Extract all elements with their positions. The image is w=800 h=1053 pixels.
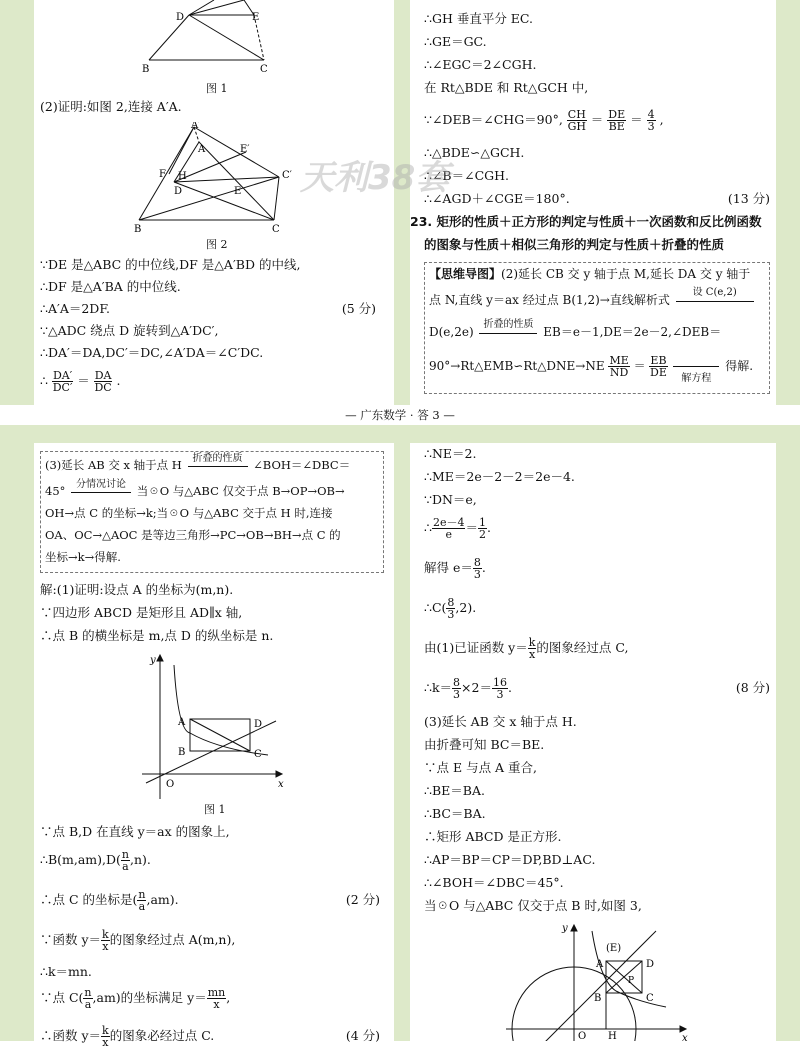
solution-text: ∴C(	[424, 600, 447, 615]
denominator: 3	[447, 608, 455, 621]
fraction	[52, 370, 73, 393]
denominator: x	[213, 998, 220, 1011]
numerator: EB	[650, 354, 667, 367]
numerator: n	[138, 888, 146, 901]
figure-caption: 图 1	[204, 803, 226, 816]
numerator: n	[84, 986, 92, 999]
denominator: 3	[453, 688, 461, 701]
numerator: CH	[567, 108, 586, 121]
numerator: k	[102, 1024, 109, 1037]
fig2-label-C: C	[272, 224, 280, 232]
solution-line: ∵点 E 与点 A 重合,	[424, 760, 538, 775]
solution-line-fraction	[424, 671, 770, 705]
fig2-label-Cprime: C′	[282, 170, 292, 181]
numerator: 4	[647, 108, 655, 121]
fraction	[473, 557, 482, 580]
mind-map-line	[45, 453, 351, 476]
fraction	[101, 929, 110, 952]
mind-map-text: 点 N,直线 y＝ax 经过点 B(1,2)	[429, 293, 600, 307]
numerator: 8	[447, 596, 455, 609]
fraction	[452, 677, 461, 700]
score-points: (13 分)	[727, 191, 770, 206]
solution-line-fraction	[424, 631, 629, 665]
mind-map-text: ＝	[633, 359, 646, 373]
solution-text: ,	[226, 990, 231, 1005]
arrow-label: 分情况讨论	[76, 479, 127, 490]
numerator: mn	[207, 986, 226, 999]
solution-line-fraction	[40, 883, 380, 917]
proof-line: ∴GE＝GC.	[424, 34, 487, 49]
solution-text: .	[486, 520, 491, 535]
fig3-label-C: C	[646, 993, 654, 1004]
denominator: DE	[650, 366, 667, 379]
mind-map-line: OH→点 C 的坐标→k;当☉O 与△ABC 交于点 H 时,连接	[45, 506, 333, 520]
denominator: x	[528, 648, 536, 661]
solution-line: ∵DN＝e,	[424, 492, 477, 507]
solution-text: ∴函数 y＝	[40, 1028, 102, 1043]
fig2-label-F: F	[159, 169, 166, 180]
numerator: k	[528, 636, 536, 649]
proof-line: ∴DF 是△A′BA 的中位线.	[40, 279, 181, 294]
bottom-left-panel	[34, 443, 394, 1049]
solution-line: 当☉O 与△ABC 仅交于点 B 时,如图 3,	[424, 898, 642, 913]
fig3-label-x: x	[682, 1033, 688, 1041]
denominator: DC′	[52, 381, 73, 394]
arrow-label: 设 C(e,2)	[692, 287, 737, 298]
proof-text: .	[116, 373, 121, 388]
coord-label-D: D	[254, 719, 263, 730]
denominator: 3	[473, 568, 481, 581]
fraction	[649, 355, 667, 378]
fig3-label-AE: (E)	[606, 943, 622, 954]
proof-text: ,	[659, 112, 664, 127]
arrow-line	[673, 366, 719, 367]
solution-text: 的图象经过点 C,	[536, 640, 629, 655]
coord-label-C: C	[254, 749, 262, 760]
proof-line: ∴DA′＝DA,DC′＝DC,∠A′DA＝∠C′DC.	[40, 345, 264, 360]
proof-line: ∵△ADC 绕点 D 旋转到△A′DC′,	[40, 323, 219, 338]
arrow-with-label	[671, 349, 721, 385]
mind-map-line: 坐标→k→得解.	[45, 550, 121, 564]
arrow-label: 折叠的性质	[483, 319, 534, 330]
solution-text: ∵函数 y＝	[40, 932, 102, 947]
score-points: (2 分)	[345, 892, 380, 907]
numerator: DE	[608, 108, 626, 121]
proof-line: ∴∠EGC＝2∠CGH.	[424, 57, 537, 72]
solution-text: 解得 e＝	[424, 560, 473, 575]
top-left-panel	[34, 0, 394, 405]
arrow-label: 折叠的性质	[192, 453, 243, 464]
solution-line: ∴NE＝2.	[424, 446, 477, 461]
denominator: 3	[647, 120, 655, 133]
denominator: x	[102, 1036, 109, 1049]
fig1-label-D: D	[176, 12, 185, 23]
denominator: a	[84, 998, 92, 1011]
question-23-title-cont: 的图象与性质＋相似三角形的判定与性质＋折叠的性质	[424, 237, 725, 252]
bottom-right-panel	[410, 443, 776, 1041]
mind-map-label: 【思维导图】	[429, 267, 502, 281]
solution-text: .	[481, 560, 486, 575]
fig3-label-H: H	[608, 1031, 617, 1041]
mind-map-line	[45, 479, 345, 502]
solution-line: ∵四边形 ABCD 是矩形且 AD∥x 轴,	[40, 605, 243, 620]
solution-line: ∴∠BOH＝∠DBC＝45°.	[424, 875, 564, 890]
arrow-line	[676, 301, 754, 302]
proof-line: ∴△BDE∽△GCH.	[424, 145, 525, 160]
solution-line: ∴点 B 的横坐标是 m,点 D 的纵坐标是 n.	[40, 628, 274, 643]
mind-map-text: 得解.	[725, 359, 754, 373]
arrow-line	[71, 492, 131, 493]
fig2-label-A: A	[198, 144, 206, 155]
solution-text: ,n).	[130, 852, 151, 867]
fraction	[432, 517, 466, 540]
solution-line: ∴AP＝BP＝CP＝DP,BD⊥AC.	[424, 852, 596, 867]
arrow-with-label	[674, 287, 756, 311]
solution-line: 解:(1)证明:设点 A 的坐标为(m,n).	[40, 582, 234, 597]
mind-map-line	[429, 287, 756, 311]
proof-line: (2)证明:如图 2,连接 A′A.	[40, 99, 182, 114]
numerator: ME	[609, 354, 629, 367]
solution-text: 的图象必经过点 C.	[109, 1028, 215, 1043]
arrow-with-label	[477, 319, 539, 343]
solution-text: ∴点 C 的坐标是(	[40, 892, 138, 907]
proof-text: ∴A′A＝2DF.	[40, 301, 111, 316]
solution-text: ,2).	[455, 600, 477, 615]
fraction	[101, 1025, 110, 1048]
denominator: DC	[94, 381, 112, 394]
fig1-label-E: E	[252, 12, 260, 23]
solution-line-fraction	[40, 923, 235, 957]
question-23-title	[410, 213, 762, 231]
proof-line-fraction	[424, 103, 664, 137]
solution-text: ∴k＝	[424, 680, 453, 695]
mind-map-text: →直线解析式	[599, 293, 670, 307]
fig3-label-B: B	[594, 993, 602, 1004]
proof-text: ∵∠DEB＝∠CHG＝90°,	[424, 112, 563, 127]
bottom-section-frame	[0, 425, 800, 1049]
watermark-logo: 天利38套	[300, 158, 450, 198]
mind-map-text: (3)延长 AB 交 x 轴于点 H	[45, 458, 182, 472]
solution-text: ,am).	[146, 892, 179, 907]
denominator: GH	[567, 120, 586, 133]
top-right-panel	[410, 0, 776, 405]
denominator: a	[138, 900, 146, 913]
proof-text: ∴	[40, 373, 48, 388]
coord-label-B: B	[178, 747, 186, 758]
solution-text: ∴	[424, 520, 432, 535]
score-points: (5 分)	[341, 301, 376, 316]
solution-text: ×2＝	[461, 680, 492, 695]
coord-label-O: O	[166, 779, 175, 790]
solution-text: ＝	[465, 520, 478, 535]
fraction	[83, 987, 92, 1010]
mind-map-text: D(e,2e)	[429, 325, 474, 339]
fig1-label-C: C	[260, 64, 268, 75]
mind-map-text: 45°	[45, 484, 66, 498]
numerator: DA	[94, 369, 112, 382]
proof-text: ＝	[77, 373, 90, 388]
fig1-label-B: B	[142, 64, 150, 75]
solution-line: ∴k＝mn.	[40, 964, 92, 979]
denominator: BE	[608, 120, 625, 133]
figure-1-coordinate-plot	[138, 651, 288, 801]
fig2-label-B: B	[134, 224, 142, 232]
question-number: 23.	[410, 214, 433, 229]
denominator: e	[445, 528, 452, 541]
arrow-with-label	[69, 479, 133, 502]
proof-line: 在 Rt△BDE 和 Rt△GCH 中,	[424, 80, 589, 95]
fig3-label-O: O	[578, 1031, 587, 1041]
mind-map-text: 当☉O 与△ABC 仅交于点 B→OP→OB→	[136, 484, 345, 498]
numerator: 1	[478, 516, 486, 529]
fig3-label-P: P	[628, 976, 635, 986]
score-points: (4 分)	[345, 1028, 380, 1043]
numerator: 8	[473, 556, 481, 569]
mind-map-box	[424, 262, 770, 394]
numerator: 16	[492, 676, 507, 689]
solution-line-fraction	[424, 591, 476, 625]
arrow-line	[479, 333, 537, 334]
solution-line: ∴BE＝BA.	[424, 783, 485, 798]
fig2-label-D: D	[174, 186, 183, 197]
numerator: DA′	[52, 369, 73, 382]
question-topic: 矩形的性质＋正方形的判定与性质＋一次函数和反比例函数	[436, 214, 762, 229]
solution-line: 由折叠可知 BC＝BE.	[424, 737, 545, 752]
solution-line: ∴矩形 ABCD 是正方形.	[424, 829, 562, 844]
proof-line: ∴GH 垂直平分 EC.	[424, 11, 534, 26]
mind-map-text: EB＝e－1,DE＝2e－2,∠DEB＝	[543, 325, 722, 339]
solution-line-fraction	[40, 981, 230, 1015]
fraction	[207, 987, 227, 1010]
solution-line: ∴ME＝2e－2－2＝2e－4.	[424, 469, 575, 484]
mind-map-line	[429, 265, 750, 283]
proof-line: ∴∠B＝∠CGH.	[424, 168, 510, 183]
solution-line: ∴BC＝BA.	[424, 806, 486, 821]
denominator: 3	[496, 688, 504, 701]
mind-map-text: (2)延长 CB 交 y 轴于点 M,延长 DA 交 y 轴于	[501, 267, 751, 281]
page-footer: — 广东数学 · 答 3 —	[0, 405, 800, 425]
fraction	[492, 677, 508, 700]
coord-label-x: x	[278, 779, 284, 790]
numerator: 2e－4	[432, 516, 465, 529]
score-points: (8 分)	[735, 680, 770, 695]
proof-line: ∵DE 是△ABC 的中位线,DF 是△A′BD 的中线,	[40, 257, 301, 272]
solution-line: ∵点 B,D 在直线 y＝ax 的图象上,	[40, 824, 230, 839]
figure-1-caption: 图 1	[206, 82, 228, 95]
figure-2-diagram	[134, 122, 299, 232]
solution-text: ∵点 C(	[40, 990, 84, 1005]
solution-line-fraction	[40, 843, 151, 877]
fraction	[647, 109, 656, 132]
numerator: 8	[453, 676, 461, 689]
fig2-label-Aprime: A′	[191, 122, 201, 131]
denominator: x	[102, 940, 109, 953]
figure-2-caption: 图 2	[206, 238, 228, 251]
fig2-label-E: E	[234, 186, 242, 197]
top-section-frame	[0, 0, 800, 405]
solution-line-fraction	[424, 551, 486, 585]
proof-text: ∴∠AGD＋∠CGE＝180°.	[424, 191, 570, 206]
figure-1-triangle	[134, 0, 334, 80]
proof-line	[424, 190, 770, 208]
proof-text: ＝	[630, 112, 643, 127]
mind-map-line	[429, 319, 722, 343]
solution-line: (3)延长 AB 交 x 轴于点 H.	[424, 714, 577, 729]
fig3-label-A: A	[596, 959, 604, 970]
fraction	[94, 370, 113, 393]
arrow-label: 解方程	[681, 373, 712, 384]
mind-map-box	[40, 451, 384, 573]
arrow-line	[188, 466, 248, 467]
fraction	[121, 849, 130, 872]
proof-line	[40, 300, 376, 318]
fraction	[607, 109, 626, 132]
mind-map-line	[429, 349, 753, 385]
solution-text: ,am)的坐标满足 y＝	[92, 990, 207, 1005]
coord-label-A: A	[178, 717, 186, 728]
denominator: a	[122, 860, 129, 873]
solution-text: 的图象经过点 A(m,n),	[109, 932, 236, 947]
solution-line-fraction	[40, 1019, 380, 1053]
coord-label-y: y	[150, 655, 156, 666]
solution-text: ∴B(m,am),D(	[40, 852, 121, 867]
proof-line-fraction	[40, 364, 120, 398]
mind-map-text: ∠BOH＝∠DBC＝	[253, 458, 351, 472]
fig2-label-H: H	[178, 171, 187, 182]
arrow-with-label	[186, 453, 250, 476]
solution-line-fraction	[424, 511, 491, 545]
fraction	[608, 355, 629, 378]
numerator: n	[121, 848, 129, 861]
fig3-label-D: D	[646, 959, 655, 970]
figure-3-circle-diagram	[506, 921, 696, 1041]
numerator: k	[102, 928, 109, 941]
proof-text: ＝	[590, 112, 604, 127]
solution-text: .	[507, 680, 512, 695]
mind-map-text: 90°→Rt△EMB∽Rt△DNE→NE	[429, 359, 605, 373]
denominator: 2	[478, 528, 486, 541]
fig3-label-y: y	[562, 923, 568, 934]
fraction	[478, 517, 487, 540]
mind-map-line: OA、OC→△AOC 是等边三角形→PC→OB→BH→点 C 的	[45, 528, 341, 542]
fig2-label-Eprime: E′	[240, 144, 250, 155]
solution-text: 由(1)已证函数 y＝	[424, 640, 528, 655]
denominator: ND	[609, 366, 629, 379]
fraction	[567, 109, 587, 132]
